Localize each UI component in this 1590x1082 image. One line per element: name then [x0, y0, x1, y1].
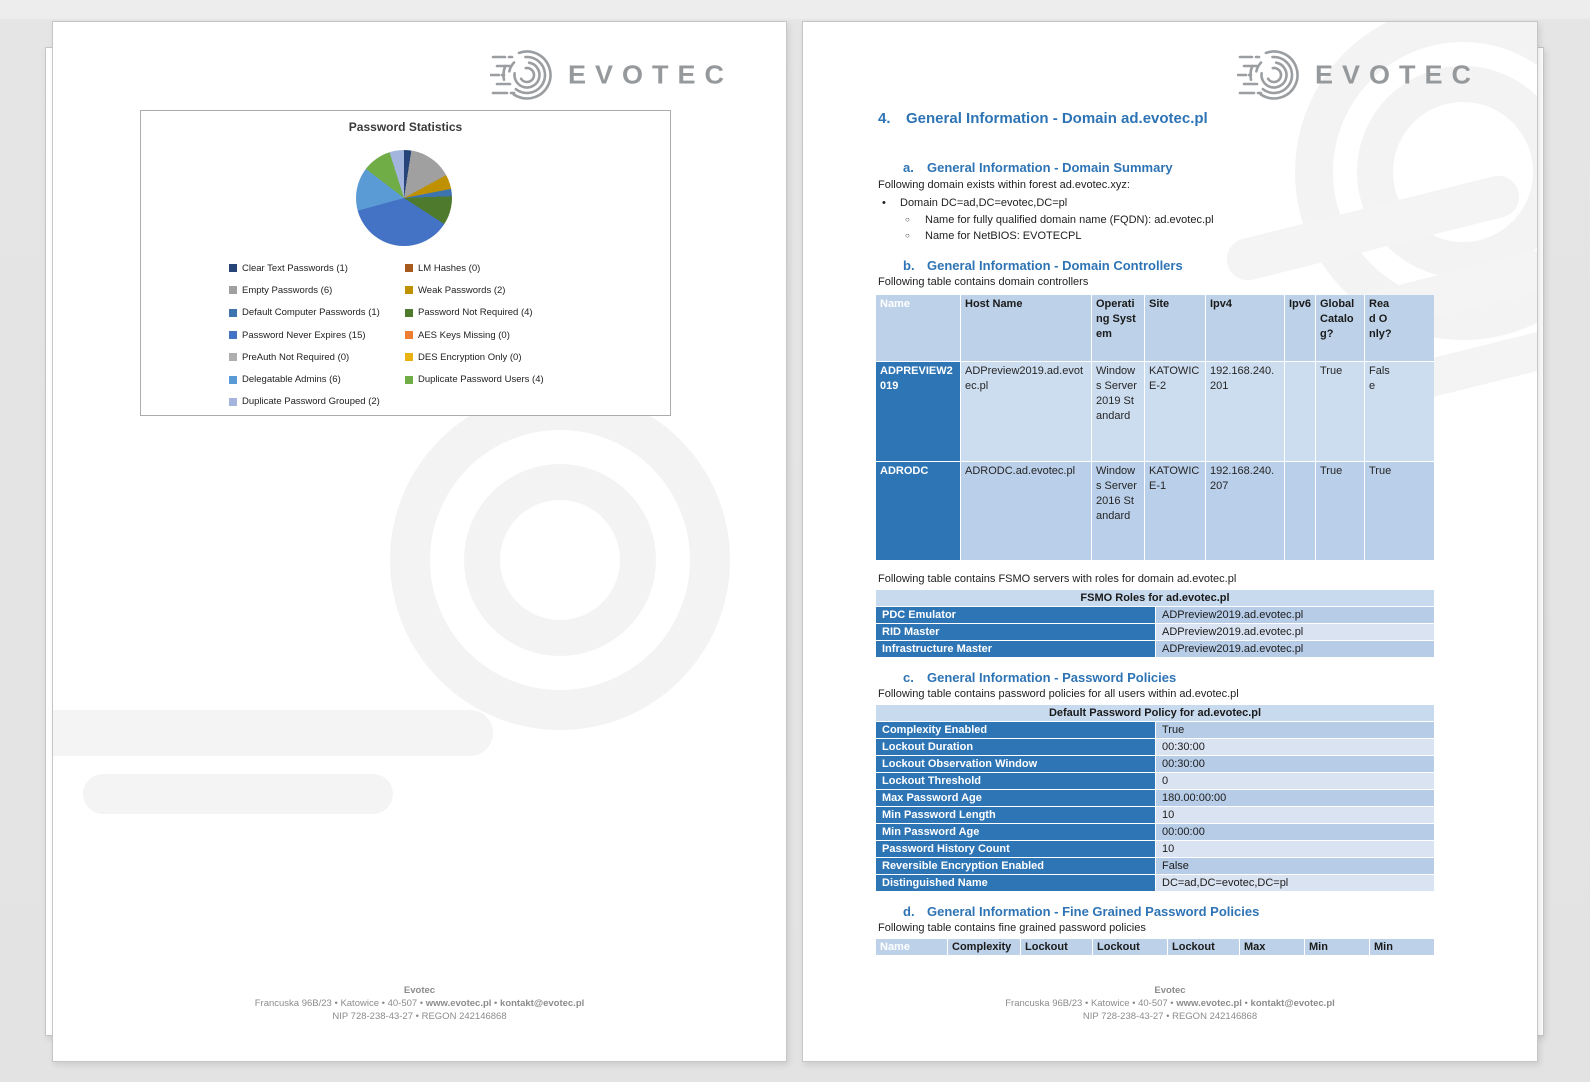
table-cell: Windows Server 2016 Standard [1092, 462, 1144, 560]
footer-company: Evotec [403, 985, 436, 996]
table-header-cell: Read Only? [1365, 295, 1434, 361]
table-cell: 00:00:00 [1156, 824, 1434, 840]
fine-grained-intro: Following table contains fine grained password policies [878, 922, 1146, 934]
pie-chart [356, 150, 452, 246]
legend-label: PreAuth Not Required (0) [242, 351, 350, 363]
netbios-sub-bullet: ○ Name for NetBIOS: EVOTECPL [905, 230, 1082, 242]
table-cell: 00:30:00 [1156, 756, 1434, 772]
row-header-cell: Max Password Age [876, 790, 1155, 806]
legend-item [405, 324, 544, 346]
legend-swatch [405, 376, 413, 384]
legend-item [229, 302, 405, 324]
legend-item [405, 279, 544, 301]
table-header-cell: Lockout [1168, 939, 1239, 955]
legend-swatch [229, 286, 237, 294]
table-header-cell: Operating System [1092, 295, 1144, 361]
chart-title: Password Statistics [348, 120, 463, 134]
section-heading-4 [878, 110, 1208, 127]
subsection-heading-d: d. General Information - Fine Grained Password Policies [903, 904, 1260, 919]
subsection-heading-b: b. General Information - Domain Controllers [903, 258, 1183, 273]
legend-item [229, 368, 405, 390]
table-header-cell: Host Name [961, 295, 1091, 361]
footer-address-line: Francuska 96B/23 • Katowice • 40-507 • www.evotec.pl • kontakt@evotec.pl [254, 998, 585, 1009]
circle-bullet-icon [905, 231, 925, 243]
footer-registration: NIP 728-238-43-27 • REGON 242146868 [1082, 1011, 1258, 1022]
table-cell: False [1365, 362, 1434, 461]
table-header-cell: Ipv6 [1285, 295, 1315, 361]
row-header-cell: Lockout Observation Window [876, 756, 1155, 772]
row-header-cell: ADRODC [876, 462, 960, 560]
password-statistics-chart [140, 110, 671, 416]
row-header-cell: Min Password Length [876, 807, 1155, 823]
row-header-cell: Lockout Duration [876, 739, 1155, 755]
chart-legend [229, 257, 544, 413]
table-cell: 10 [1156, 841, 1434, 857]
table-cell: 192.168.240.207 [1206, 462, 1284, 560]
legend-item [229, 346, 405, 368]
table-cell: 10 [1156, 807, 1434, 823]
footer-email: kontakt@evotec.pl [1250, 998, 1335, 1009]
legend-item [229, 257, 405, 279]
page-footer [803, 984, 1537, 1023]
fqdn-sub-bullet: ○ Name for fully qualified domain name (FQDN): ad.evotec.pl [905, 214, 1214, 226]
table-cell: ADPreview2019.ad.evotec.pl [1156, 607, 1434, 623]
legend-label: Duplicate Password Grouped (2) [242, 396, 380, 408]
table-cell: DC=ad,DC=evotec,DC=pl [1156, 875, 1434, 891]
legend-item [405, 346, 544, 368]
legend-item [405, 257, 544, 279]
row-header-cell: Password History Count [876, 841, 1155, 857]
fsmo-roles-table [876, 590, 1434, 657]
legend-label: AES Keys Missing (0) [418, 329, 510, 341]
legend-label: Delegatable Admins (6) [242, 374, 341, 386]
subsection-heading-a: a. General Information - Domain Summary [903, 160, 1173, 175]
table-header-cell: Max [1240, 939, 1304, 955]
table-cell: KATOWICE-2 [1145, 362, 1205, 461]
legend-item [229, 324, 405, 346]
password-policies-intro: Following table contains password policies for all users within ad.evotec.pl [878, 688, 1239, 700]
table-header-cell: Site [1145, 295, 1205, 361]
evotec-logo [1237, 44, 1480, 106]
table-cell: 180.00:00:00 [1156, 790, 1434, 806]
document-page-2 [802, 21, 1538, 1062]
table-header-cell: Complexity [948, 939, 1020, 955]
legend-label: LM Hashes (0) [418, 262, 481, 274]
legend-item [229, 391, 405, 413]
circle-bullet-icon [905, 215, 925, 227]
legend-swatch [405, 309, 413, 317]
legend-label: Password Not Required (4) [418, 307, 533, 319]
table-cell: KATOWICE-1 [1145, 462, 1205, 560]
row-header-cell: PDC Emulator [876, 607, 1155, 623]
page-footer [53, 984, 786, 1023]
subsection-heading-c: c. General Information - Password Policies [903, 670, 1177, 685]
table-cell: True [1156, 722, 1434, 738]
table-header-cell: Min [1370, 939, 1434, 955]
footer-company: Evotec [1154, 985, 1186, 996]
table-cell: True [1316, 462, 1364, 560]
table-header-cell: Name [876, 939, 947, 955]
legend-swatch [405, 264, 413, 272]
row-header-cell: Distinguished Name [876, 875, 1155, 891]
table-cell: False [1156, 858, 1434, 874]
heading-text: General Information - Domain ad.evotec.pl [906, 110, 1208, 127]
legend-item [405, 302, 544, 324]
domain-controllers-intro: Following table contains domain controllers [878, 276, 1089, 288]
legend-swatch [229, 398, 237, 406]
table-header-cell: Lockout [1093, 939, 1167, 955]
table-cell: 0 [1156, 773, 1434, 789]
row-header-cell: ADPREVIEW2019 [876, 362, 960, 461]
table-cell [1285, 462, 1315, 560]
evotec-logo [490, 44, 733, 106]
table-header-cell: Global Catalog? [1316, 295, 1364, 361]
legend-label: Weak Passwords (2) [418, 284, 506, 296]
row-header-cell: RID Master [876, 624, 1155, 640]
legend-label: DES Encryption Only (0) [418, 351, 522, 363]
domain-controllers-table [876, 295, 1434, 560]
row-header-cell: Min Password Age [876, 824, 1155, 840]
footer-email: kontakt@evotec.pl [500, 998, 585, 1009]
legend-label: Empty Passwords (6) [242, 284, 333, 296]
legend-label: Duplicate Password Users (4) [418, 374, 544, 386]
table-cell: 192.168.240.201 [1206, 362, 1284, 461]
legend-label: Clear Text Passwords (1) [242, 262, 348, 274]
table-cell: ADPreview2019.ad.evotec.pl [1156, 641, 1434, 657]
legend-swatch [405, 331, 413, 339]
legend-item [229, 279, 405, 301]
footer-website: www.evotec.pl [425, 998, 492, 1009]
evotec-logo-wordmark: EVOTEC [1315, 60, 1481, 89]
row-header-cell: Reversible Encryption Enabled [876, 858, 1155, 874]
document-page-1 [52, 21, 787, 1062]
legend-swatch [229, 353, 237, 361]
footer-registration: NIP 728-238-43-27 • REGON 242146868 [332, 1011, 507, 1022]
table-cell: ADPreview2019.ad.evotec.pl [961, 362, 1091, 461]
legend-swatch [229, 264, 237, 272]
legend-swatch [405, 286, 413, 294]
table-header-cell: Min [1305, 939, 1369, 955]
evotec-logo-swirl-icon [1237, 44, 1303, 106]
evotec-logo-swirl-icon [490, 44, 556, 106]
row-header-cell: Infrastructure Master [876, 641, 1155, 657]
fine-grained-policies-table [876, 939, 1434, 955]
heading-number: 4. [878, 110, 891, 127]
domain-bullet: • Domain DC=ad,DC=evotec,DC=pl [882, 197, 1067, 209]
table-cell: Windows Server 2019 Standard [1092, 362, 1144, 461]
legend-label: Password Never Expires (15) [242, 329, 366, 341]
legend-swatch [229, 309, 237, 317]
default-password-policy-table [876, 705, 1434, 891]
table-cell: 00:30:00 [1156, 739, 1434, 755]
table-cell: ADPreview2019.ad.evotec.pl [1156, 624, 1434, 640]
legend-swatch [229, 331, 237, 339]
row-header-cell: Lockout Threshold [876, 773, 1155, 789]
watermark-ring [390, 390, 730, 730]
table-cell: ADRODC.ad.evotec.pl [961, 462, 1091, 560]
legend-swatch [405, 353, 413, 361]
legend-label: Default Computer Passwords (1) [242, 307, 380, 319]
footer-website: www.evotec.pl [1176, 998, 1242, 1009]
table-title: FSMO Roles for ad.evotec.pl [876, 590, 1434, 606]
table-header-cell: Ipv4 [1206, 295, 1284, 361]
legend-swatch [229, 376, 237, 384]
table-cell: True [1365, 462, 1434, 560]
footer-address-line: Francuska 96B/23 • Katowice • 40-507 • www.evotec.pl • kontakt@evotec.pl [1005, 998, 1335, 1009]
bullet-icon [882, 197, 900, 209]
watermark-band [83, 774, 393, 814]
table-header-cell: Name [876, 295, 960, 361]
row-header-cell: Complexity Enabled [876, 722, 1155, 738]
fsmo-intro: Following table contains FSMO servers with roles for domain ad.evotec.pl [878, 573, 1237, 585]
legend-item [405, 368, 544, 390]
table-header-cell: Lockout [1021, 939, 1092, 955]
domain-summary-intro: Following domain exists within forest ad.evotec.xyz: [878, 179, 1130, 191]
watermark-band [52, 710, 493, 756]
table-cell [1285, 362, 1315, 461]
table-cell: True [1316, 362, 1364, 461]
evotec-logo-wordmark: EVOTEC [568, 60, 734, 89]
table-title: Default Password Policy for ad.evotec.pl [876, 705, 1434, 721]
